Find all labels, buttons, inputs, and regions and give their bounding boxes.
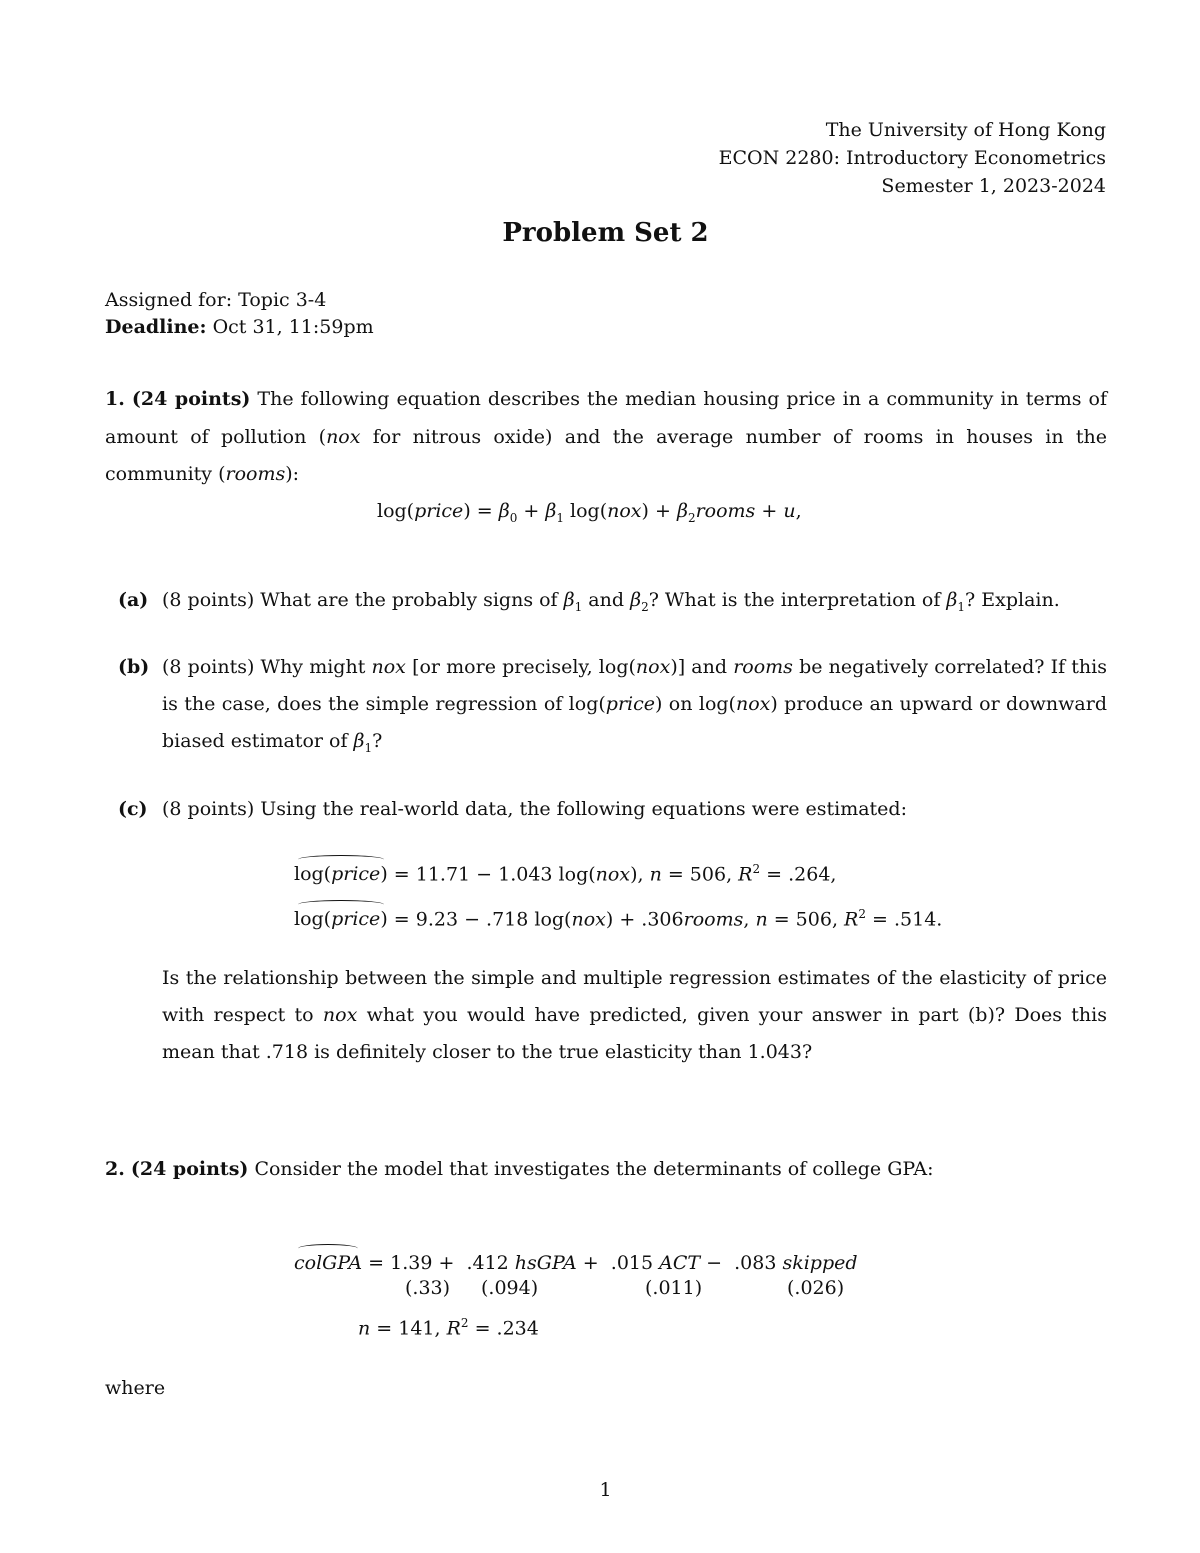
q1b-text: (8 points) Why might nox [or more precisely, log(nox)] and rooms be negatively correlated? If this is the case, does the simple regression of log(price) on log(nox) produce an upward or downward biased estimator of $\beta_1$? <box>162 656 1107 755</box>
se-skipped: (.026) <box>787 1277 845 1299</box>
where-text: where <box>105 1377 166 1399</box>
q2-intro-text: Consider the model that investigates the determinants of college GPA: <box>254 1158 934 1180</box>
q1c-equation-multiple: log(price) = 9.23 − .718 log(nox) + .306rooms, n = 506, $R^2 = .514$. <box>294 907 943 931</box>
q2-number: 2. <box>105 1158 125 1180</box>
q1c-equation-simple: log(price) = 11.71 − 1.043 log(nox), n = 506, $R^2 = .264$, <box>294 862 837 886</box>
deadline-value: Oct 31, 11:59pm <box>212 316 374 338</box>
course-header <box>719 116 1106 200</box>
q2-intro <box>105 1158 934 1180</box>
course-name: ECON 2280: Introductory Econometrics <box>718 147 1106 169</box>
q1a-label: (a) <box>118 589 149 611</box>
q1c-label: (c) <box>118 798 148 820</box>
q1-points: (24 points) <box>131 388 251 410</box>
page-number: 1 <box>599 1479 612 1501</box>
deadline <box>105 316 374 338</box>
q1-model-equation: log(price) = $\beta_0 + \beta_1$ $\log(nox) + \beta_2rooms + u$, <box>377 500 802 525</box>
q1b-label: (b) <box>118 656 150 678</box>
se-act: (.011) <box>645 1277 703 1299</box>
se-intercept: (.33) <box>405 1277 451 1299</box>
q1c-follow-up: Is the relationship between the simple and multiple regression estimates of the elasticity of price with respect to nox what you would have predicted, given your answer in part (b)? Does this mean that .718 is definitely closer to the true elasticity than 1.043? <box>162 967 1107 1063</box>
q2-equation: colGPA = 1.39 + .412 hsGPA + .015 ACT − .083 skipped <box>294 1252 858 1274</box>
q2-points: (24 points) <box>130 1158 249 1180</box>
page-title: Problem Set 2 <box>502 218 709 248</box>
deadline-label: Deadline: <box>105 316 207 338</box>
university-name: The University of Hong Kong <box>825 119 1106 141</box>
semester: Semester 1, 2023-2024 <box>881 175 1106 197</box>
se-hsgpa: (.094) <box>481 1277 539 1299</box>
q2-stats: n = 141, $R^2 = .234$ <box>358 1316 539 1340</box>
assigned-topics: Assigned for: Topic 3-4 <box>105 289 327 311</box>
q1-intro: 1. (24 points) The following equation describes the median housing price in a community in terms of amount of pollution (nox for nitrous oxide) and the average number of rooms in houses in the community (rooms): <box>105 388 1108 485</box>
q1a-text: (8 points) What are the probably signs of $\beta_1$ and $\beta_2$? What is the interpretation of $\beta_1$? Explain. <box>162 589 1060 614</box>
q1-number: 1. <box>105 388 125 410</box>
q1c-text: (8 points) Using the real-world data, the following equations were estimated: <box>162 798 907 820</box>
